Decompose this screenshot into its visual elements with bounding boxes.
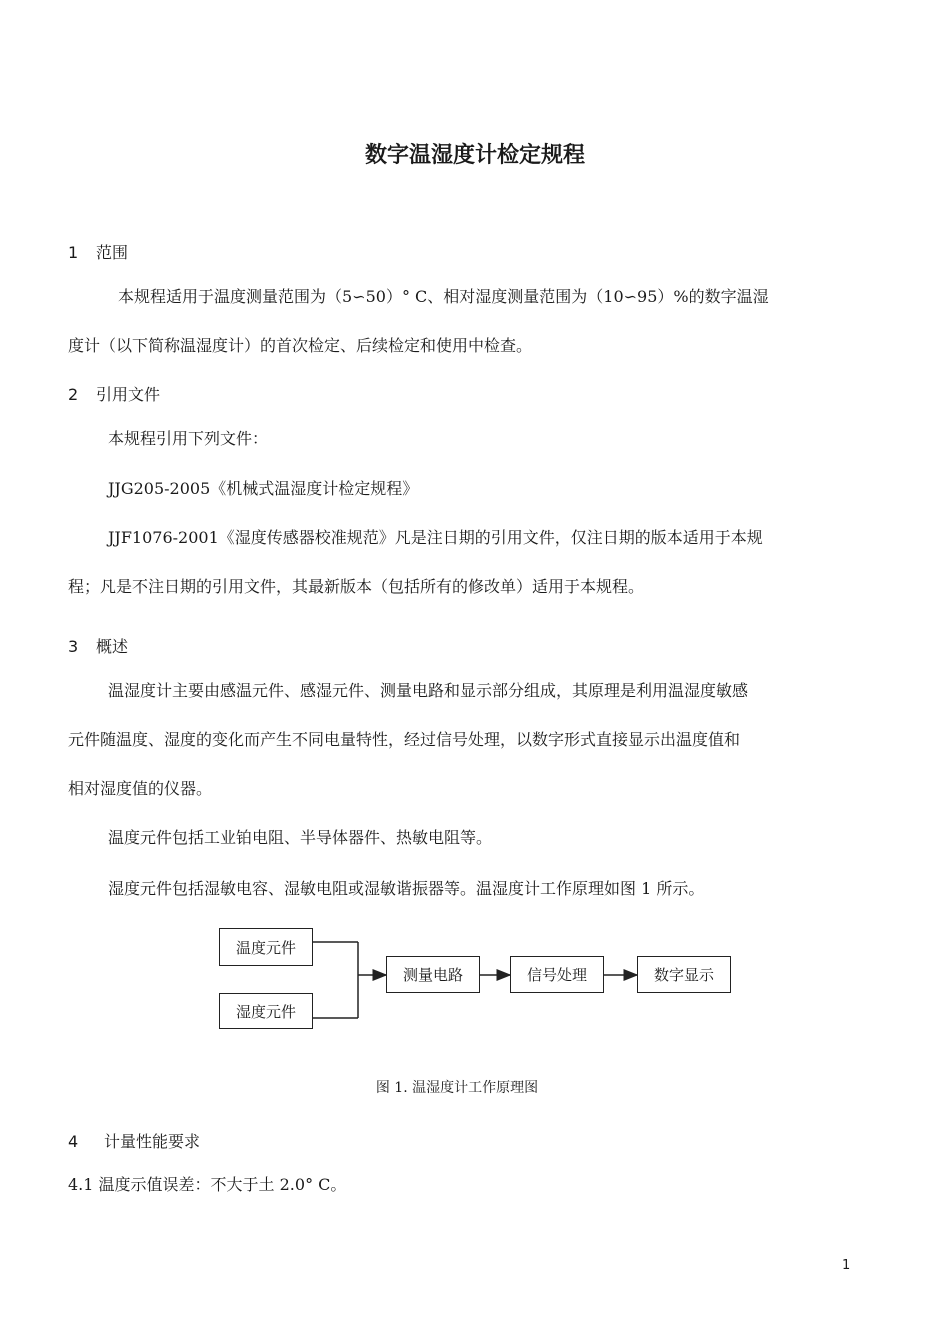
- paragraph-line: 度计（以下简称温湿度计）的首次检定、后续检定和使用中检查。: [68, 336, 533, 355]
- section-number: 4: [68, 1132, 79, 1151]
- paragraph-line: 温湿度计主要由感温元件、感湿元件、测量电路和显示部分组成，其原理是利用温湿度敏感: [108, 681, 749, 700]
- section-title: 范围: [96, 243, 129, 262]
- paragraph-line: 湿度元件包括湿敏电容、湿敏电阻或湿敏谐振器等。温湿度计工作原理如图 1 所示。: [108, 879, 705, 898]
- paragraph-line: 温度元件包括工业铂电阻、半导体器件、热敏电阻等。: [108, 828, 493, 847]
- reference-line: JJG205-2005《机械式温湿度计检定规程》: [108, 479, 419, 498]
- document-title: 数字温湿度计检定规程: [364, 143, 585, 168]
- section-heading-2: [68, 382, 160, 405]
- section-title: 概述: [96, 637, 129, 656]
- paragraph-line: 本规程引用下列文件：: [108, 429, 269, 448]
- figure-caption: 图 1. 温湿度计工作原理图: [375, 1080, 539, 1096]
- paragraph-line: 元件随温度、湿度的变化而产生不同电量特性，经过信号处理，以数字形式直接显示出温度值和: [68, 730, 741, 749]
- humidity-element-box: 湿度元件: [219, 993, 313, 1029]
- section-heading-1: [68, 240, 128, 263]
- paragraph-line: 本规程适用于温度测量范围为（5∽50）° C、相对湿度测量范围为（10∽95）%的数字温湿: [118, 287, 769, 306]
- page-number: 1: [842, 1258, 851, 1273]
- paragraph-line: 相对湿度值的仪器。: [68, 779, 213, 798]
- section-heading-4: [68, 1129, 200, 1152]
- paragraph-line: 4.1 温度示值误差：不大于土 2.0° C。: [68, 1175, 347, 1194]
- digital-display-box: 数字显示: [637, 956, 731, 993]
- temp-element-box: 温度元件: [219, 928, 313, 966]
- section-title: 引用文件: [96, 385, 161, 404]
- section-number: 1: [68, 243, 79, 262]
- section-number: 2: [68, 385, 79, 404]
- section-heading-3: [68, 634, 128, 657]
- paragraph-line: 程；凡是不注日期的引用文件，其最新版本（包括所有的修改单）适用于本规程。: [68, 577, 645, 596]
- reference-line: JJF1076-2001《湿度传感器校准规范》凡是注日期的引用文件，仅注日期的版本适用于本规: [108, 528, 763, 547]
- signal-processing-box: 信号处理: [510, 956, 604, 993]
- section-title: 计量性能要求: [104, 1132, 201, 1151]
- section-number: 3: [68, 637, 79, 656]
- measure-circuit-box: 测量电路: [386, 956, 480, 993]
